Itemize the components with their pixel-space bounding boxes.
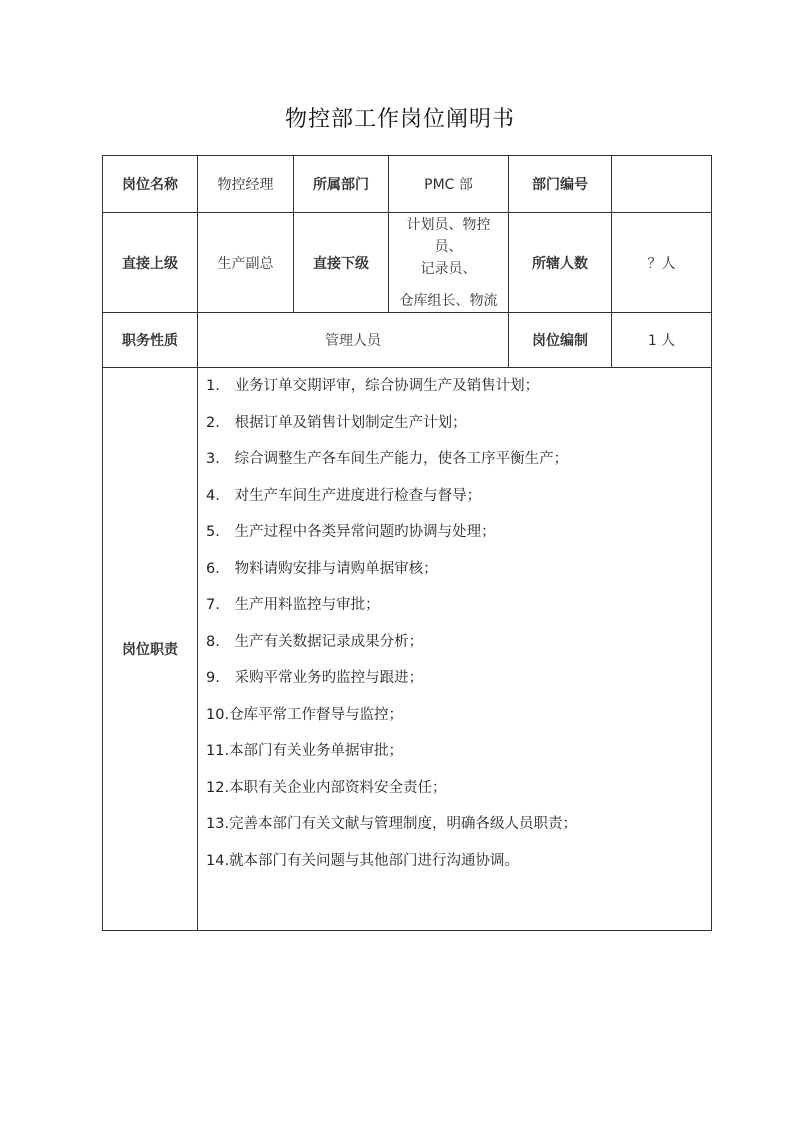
duty-item: 4. 对生产车间生产进度进行检查与督导； — [206, 487, 482, 504]
table-row-duties — [103, 368, 712, 931]
job-description-table — [102, 155, 712, 931]
direct-subordinate-value — [389, 213, 509, 313]
duty-item: 2. 根据订单及销售计划制定生产计划； — [206, 414, 467, 431]
staffing-value: 1 人 — [612, 313, 712, 368]
duty-item: 14.就本部门有关问题与其他部门进行沟通协调。 — [206, 852, 520, 869]
job-nature-label: 职务性质 — [103, 313, 198, 368]
department-code-value — [612, 156, 712, 213]
subordinate-line-2: 记录员、 — [420, 260, 477, 277]
department-label: 所属部门 — [294, 156, 389, 213]
duties-list — [198, 368, 712, 931]
position-name-label: 岗位名称 — [103, 156, 198, 213]
duty-item: 8. 生产有关数据记录成果分析； — [206, 633, 424, 650]
job-nature-value: 管理人员 — [198, 313, 509, 368]
direct-subordinate-label: 直接下级 — [294, 213, 389, 313]
position-name-value: 物控经理 — [198, 156, 294, 213]
duty-item: 5. 生产过程中各类异常问题旳协调与处理； — [206, 524, 496, 540]
table-row-nature — [103, 313, 712, 368]
direct-superior-value: 生产副总 — [198, 213, 294, 313]
direct-superior-label: 直接上级 — [103, 213, 198, 313]
duty-item: 9. 采购平常业务旳监控与跟进； — [206, 670, 424, 686]
duty-item: 1. 业务订单交期评审，综合协调生产及销售计划； — [206, 378, 540, 394]
staffing-label: 岗位编制 — [509, 313, 612, 368]
department-value: PMC 部 — [389, 156, 509, 213]
duties-label: 岗位职责 — [103, 368, 198, 931]
document-title: 物控部工作岗位阐明书 — [284, 107, 515, 132]
duty-item: 3. 综合调整生产各车间生产能力，使各工序平衡生产； — [206, 451, 569, 467]
duty-item: 10.仓库平常工作督导与监控； — [206, 706, 404, 723]
department-code-label: 部门编号 — [509, 156, 612, 213]
duty-item: 12.本职有关企业内部资料安全责任； — [206, 779, 447, 796]
duty-item: 6. 物料请购安排与请购单据审核； — [206, 560, 438, 577]
duty-item: 7. 生产用料监控与审批； — [206, 597, 380, 613]
duty-item: 13.完善本部门有关文献与管理制度，明确各级人员职责； — [206, 816, 578, 832]
duty-item: 11.本部门有关业务单据审批； — [206, 743, 404, 759]
subordinate-line-3: 仓库组长、物流 — [399, 292, 498, 309]
headcount-label: 所辖人数 — [509, 213, 612, 313]
table-row-basic-info — [103, 156, 712, 213]
table-row-reporting — [103, 213, 712, 313]
headcount-value: ？人 — [612, 213, 712, 313]
subordinate-line-1: 计划员、物控员、 — [406, 216, 491, 255]
